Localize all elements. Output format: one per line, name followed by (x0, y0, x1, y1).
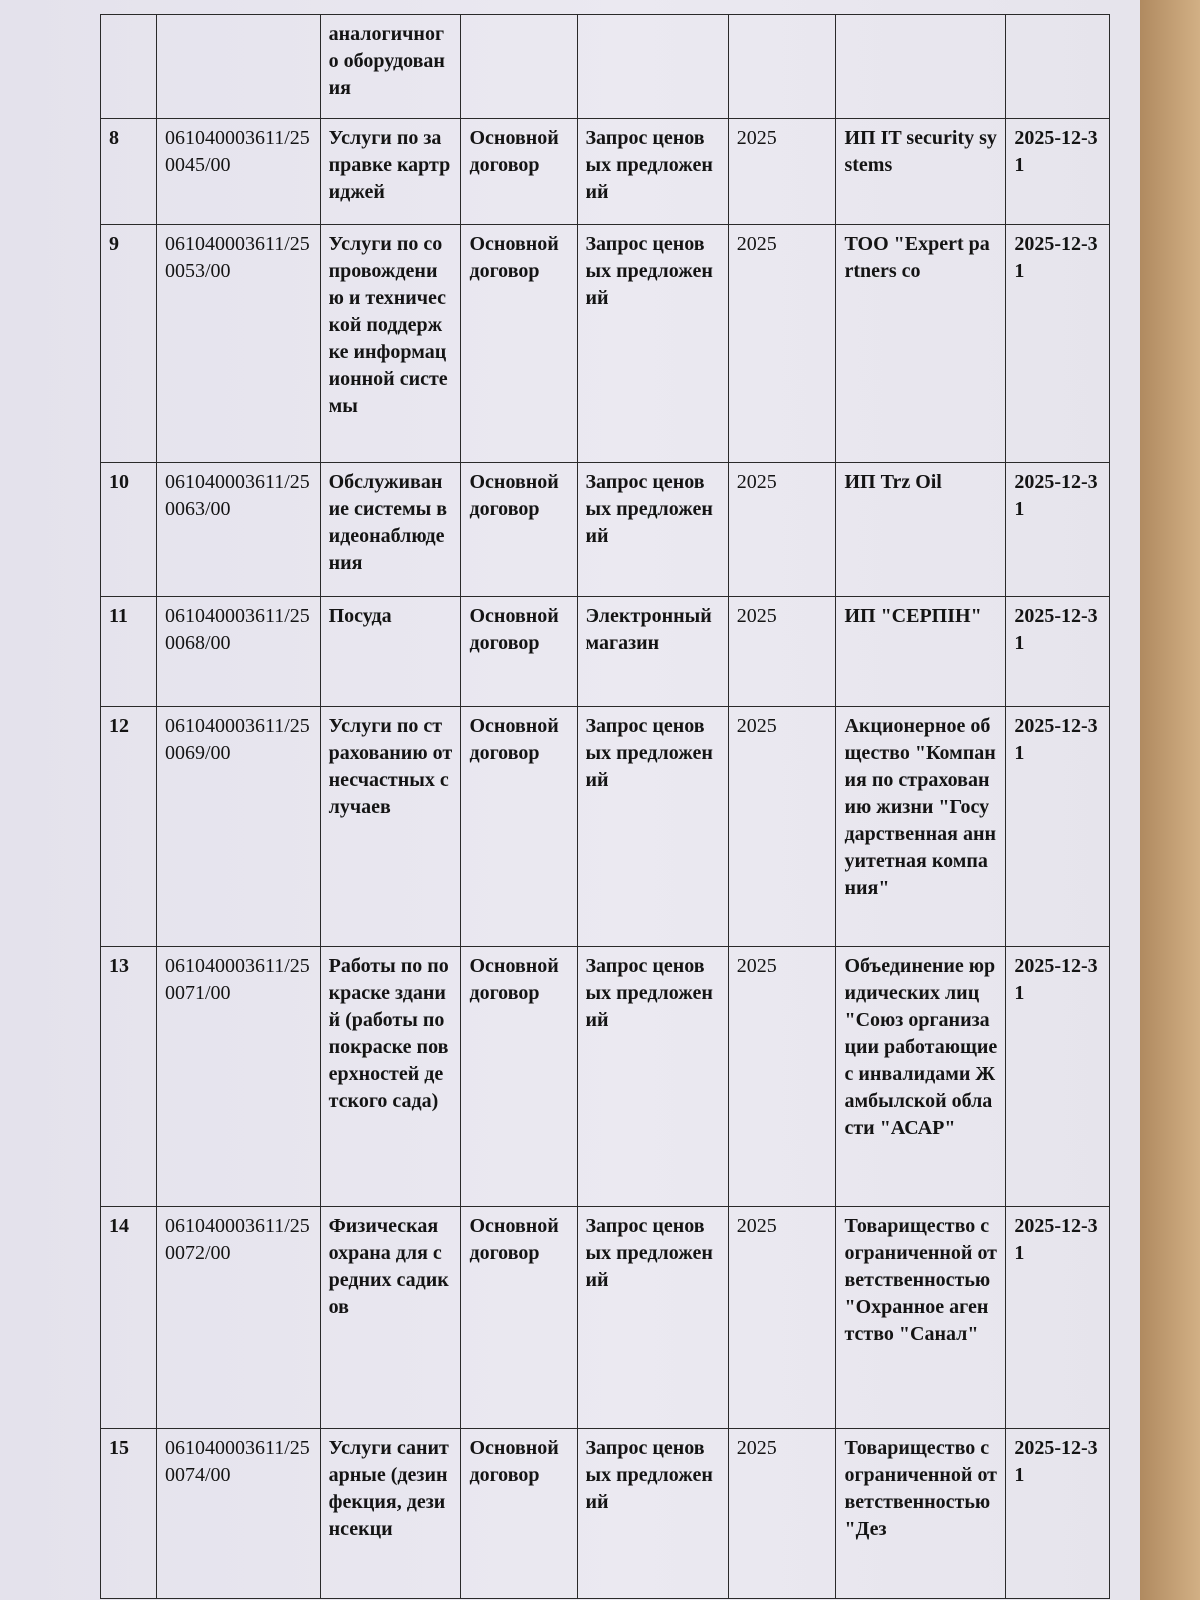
end-date-cell: 2025-12-31 (1006, 225, 1110, 463)
supplier-cell: Объединение юридических лиц "Союз организации работающие с инвалидами Жамбылской области "АСАР" (836, 947, 1006, 1207)
subject-cell: Услуги по сопровождению и технической поддержке информационной системы (320, 225, 461, 463)
row-number: 15 (101, 1429, 157, 1599)
subject-cell: аналогичного оборудования (320, 15, 461, 119)
year-cell: 2025 (728, 1429, 836, 1599)
table-row (101, 15, 1110, 119)
contract-code-cell: 061040003611/250071/00 (156, 947, 320, 1207)
contract-code-cell: 061040003611/250068/00 (156, 597, 320, 707)
table-row (101, 463, 1110, 597)
table-row (101, 1429, 1110, 1599)
contract-code-cell (156, 15, 320, 119)
year-cell: 2025 (728, 463, 836, 597)
subject-cell: Работы по покраске зданий (работы по покраске поверхностей детского сада) (320, 947, 461, 1207)
end-date-cell: 2025-12-31 (1006, 463, 1110, 597)
contracts-table (100, 14, 1110, 1599)
end-date-cell (1006, 15, 1110, 119)
row-number: 13 (101, 947, 157, 1207)
supplier-cell: ТОО "Expert partners co (836, 225, 1006, 463)
row-number (101, 15, 157, 119)
supplier-cell: Товарищество с ограниченной ответственностью "Дез (836, 1429, 1006, 1599)
end-date-cell: 2025-12-31 (1006, 1429, 1110, 1599)
contract-type-cell: Основной договор (461, 119, 577, 225)
row-number: 9 (101, 225, 157, 463)
supplier-cell: Товарищество с ограниченной ответственностью "Охранное агентство "Санал" (836, 1207, 1006, 1429)
end-date-cell: 2025-12-31 (1006, 597, 1110, 707)
end-date-cell: 2025-12-31 (1006, 707, 1110, 947)
year-cell: 2025 (728, 225, 836, 463)
year-cell: 2025 (728, 1207, 836, 1429)
end-date-cell: 2025-12-31 (1006, 1207, 1110, 1429)
end-date-cell: 2025-12-31 (1006, 119, 1110, 225)
procurement-method-cell: Запрос ценовых предложений (577, 119, 728, 225)
procurement-method-cell: Электронный магазин (577, 597, 728, 707)
contract-type-cell: Основной договор (461, 1429, 577, 1599)
supplier-cell (836, 15, 1006, 119)
procurement-method-cell: Запрос ценовых предложений (577, 1207, 728, 1429)
contract-type-cell: Основной договор (461, 225, 577, 463)
subject-cell: Физическая охрана для средних садиков (320, 1207, 461, 1429)
subject-cell: Услуги по страхованию от несчастных случаев (320, 707, 461, 947)
row-number: 10 (101, 463, 157, 597)
end-date-cell: 2025-12-31 (1006, 947, 1110, 1207)
table-row (101, 225, 1110, 463)
contract-type-cell: Основной договор (461, 1207, 577, 1429)
year-cell: 2025 (728, 947, 836, 1207)
contract-code-cell: 061040003611/250053/00 (156, 225, 320, 463)
subject-cell: Обслуживание системы видеонаблюдения (320, 463, 461, 597)
table-body (101, 15, 1110, 1599)
year-cell (728, 15, 836, 119)
row-number: 14 (101, 1207, 157, 1429)
row-number: 12 (101, 707, 157, 947)
table-row (101, 707, 1110, 947)
table-row (101, 597, 1110, 707)
procurement-method-cell: Запрос ценовых предложений (577, 947, 728, 1207)
supplier-cell: ИП "СЕРПІН" (836, 597, 1006, 707)
supplier-cell: Акционерное общество "Компания по страхованию жизни "Государственная аннуитетная компания" (836, 707, 1006, 947)
contract-code-cell: 061040003611/250045/00 (156, 119, 320, 225)
procurement-method-cell: Запрос ценовых предложений (577, 225, 728, 463)
contract-code-cell: 061040003611/250074/00 (156, 1429, 320, 1599)
contract-type-cell: Основной договор (461, 707, 577, 947)
contract-code-cell: 061040003611/250072/00 (156, 1207, 320, 1429)
procurement-method-cell: Запрос ценовых предложений (577, 463, 728, 597)
contract-code-cell: 061040003611/250063/00 (156, 463, 320, 597)
table-row (101, 119, 1110, 225)
contract-type-cell: Основной договор (461, 597, 577, 707)
row-number: 11 (101, 597, 157, 707)
procurement-method-cell: Запрос ценовых предложений (577, 1429, 728, 1599)
subject-cell: Услуги санитарные (дезинфекция, дезинсекци (320, 1429, 461, 1599)
procurement-method-cell (577, 15, 728, 119)
year-cell: 2025 (728, 119, 836, 225)
table-row (101, 1207, 1110, 1429)
year-cell: 2025 (728, 707, 836, 947)
contract-code-cell: 061040003611/250069/00 (156, 707, 320, 947)
supplier-cell: ИП IT security systems (836, 119, 1006, 225)
contract-type-cell: Основной договор (461, 947, 577, 1207)
table-surface (1140, 0, 1200, 1600)
subject-cell: Посуда (320, 597, 461, 707)
table-row (101, 947, 1110, 1207)
contract-type-cell (461, 15, 577, 119)
supplier-cell: ИП Trz Oil (836, 463, 1006, 597)
subject-cell: Услуги по заправке картриджей (320, 119, 461, 225)
row-number: 8 (101, 119, 157, 225)
contract-type-cell: Основной договор (461, 463, 577, 597)
year-cell: 2025 (728, 597, 836, 707)
procurement-method-cell: Запрос ценовых предложений (577, 707, 728, 947)
